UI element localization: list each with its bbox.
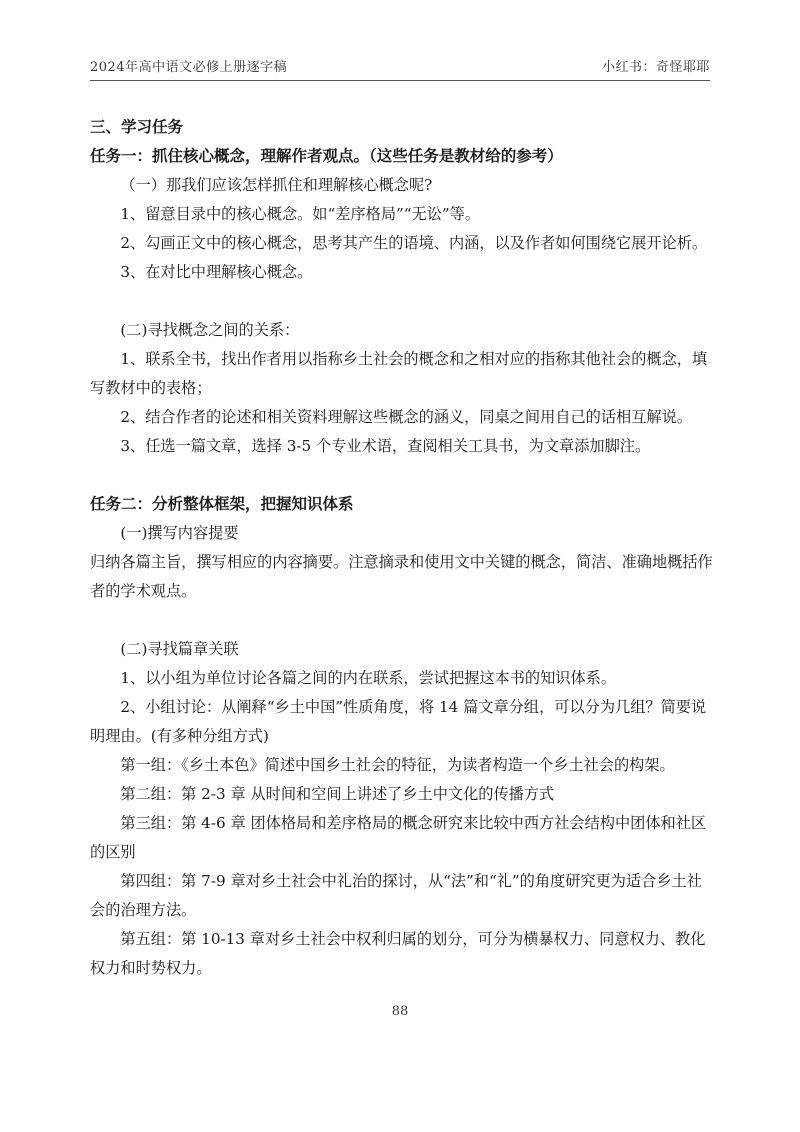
task2-part2-title: (二)寻找篇章关联 [120, 640, 239, 658]
task1-part1-item: 1、留意目录中的核心概念。如“差序格局”“无讼”等。 [120, 205, 481, 223]
task2-part1-body: 归纳各篇主旨，撰写相应的内容摘要。注意摘录和使用文中关键的概念，简洁、准确地概括作者的学术观点。 [90, 553, 713, 600]
task2-part1-title: (一)撰写内容提要 [120, 524, 239, 542]
group-description: 第一组：《乡土本色》简述中国乡土社会的特征，为读者构造一个乡土社会的构架。 [120, 756, 675, 774]
group-description: 第二组：第 2-3 章 从时间和空间上讲述了乡土中文化的传播方式 [120, 785, 555, 803]
page-content [90, 113, 714, 983]
task2-title: 任务二：分析整体框架，把握知识体系 [90, 495, 354, 513]
task1-part1-item: 3、在对比中理解核心概念。 [120, 263, 313, 281]
task1-part2-item: 3、任选一篇文章，选择 3-5 个专业术语，查阅相关工具书，为文章添加脚注。 [120, 437, 651, 455]
page-number: 88 [391, 1004, 409, 1019]
spacer [90, 287, 714, 316]
task1-part1-item: 2、勾画正文中的核心概念，思考其产生的语境、内涵，以及作者如何围绕它展开论析。 [120, 234, 708, 252]
group-description: 第五组：第 10-13 章对乡土社会中权利归属的划分，可分为横暴权力、同意权力、教化权力和时势权力。 [90, 930, 706, 977]
section-title: 三、学习任务 [90, 118, 184, 136]
header-book-title: 2024年高中语文必修上册逐字稿 [90, 60, 288, 75]
task2-part2-item: 1、以小组为单位讨论各篇之间的内在联系，尝试把握这本书的知识体系。 [120, 669, 617, 687]
task1-part2-item: 1、联系全书，找出作者用以指称乡土社会的概念和之相对应的指称其他社会的概念，填写教材中的表格； [90, 350, 708, 397]
task1-part2-item: 2、结合作者的论述和相关资料理解这些概念的涵义，同桌之间用自己的话相互解说。 [120, 408, 692, 426]
task1-part1-title: （一）那我们应该怎样抓住和理解核心概念呢? [120, 176, 433, 194]
header-author: 小红书：奇怪耶耶 [601, 60, 710, 75]
spacer [90, 606, 714, 635]
group-description: 第三组：第 4-6 章 团体格局和差序格局的概念研究来比较中西方社会结构中团体和社区的区别 [90, 814, 707, 861]
task1-title: 任务一：抓住核心概念，理解作者观点。（这些任务是教材给的参考） [90, 147, 563, 165]
task2-part2-item: 2、小组讨论：从阐释“乡土中国”性质角度，将 14 篇文章分组，可以分为几组？简要说明理由。(有多种分组方式) [90, 698, 707, 745]
task1-part2-title: (二)寻找概念之间的关系： [120, 321, 300, 339]
group-description: 第四组：第 7-9 章对乡土社会中礼治的探讨，从“法”和“礼”的角度研究更为适合乡土社会的治理方法。 [90, 872, 702, 919]
header-divider [90, 80, 710, 81]
spacer [90, 461, 714, 490]
